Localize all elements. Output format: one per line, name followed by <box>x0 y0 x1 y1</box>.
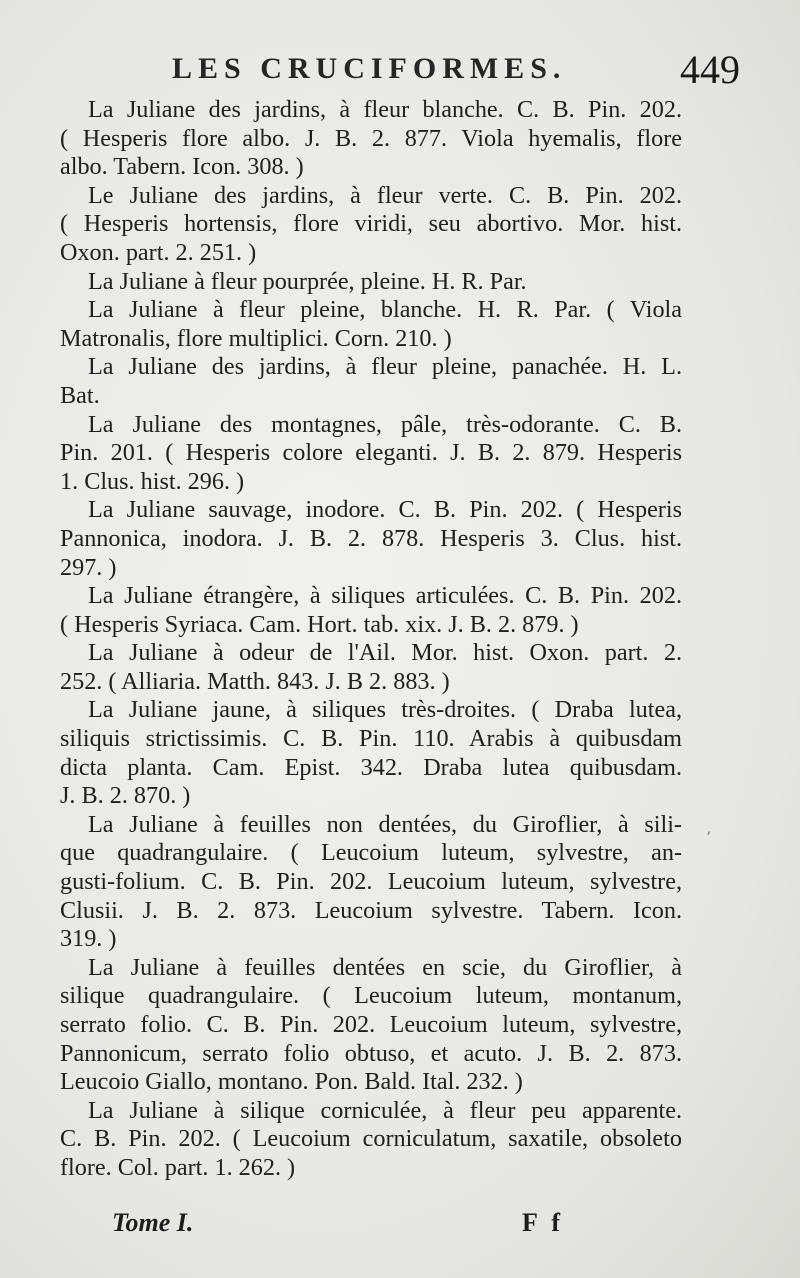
entry-line: Pannonicum, serrato folio obtuso, et acuto. J. B. 2. 873. <box>60 1039 682 1067</box>
entry-line: Bat. <box>60 381 100 409</box>
entry-line: 297. ) <box>60 553 117 581</box>
plant-entry <box>60 696 682 810</box>
plant-entry <box>60 639 682 696</box>
entry-line: La Juliane à odeur de l'Ail. Mor. hist. Oxon. part. 2. <box>88 639 682 667</box>
entry-line: C. B. Pin. 202. ( Leucoium corniculatum, saxatile, obsoleto <box>60 1125 682 1153</box>
entry-line: La Juliane à fleur pourprée, pleine. H. R. Par. <box>88 267 527 295</box>
plant-entry <box>60 811 682 954</box>
entry-line: La Juliane à silique corniculée, à fleur peu apparente. <box>88 1096 682 1124</box>
entry-line: La Juliane jaune, à siliques très-droites. ( Draba lutea, <box>88 696 682 724</box>
entry-line: flore. Col. part. 1. 262. ) <box>60 1153 296 1181</box>
entry-line: albo. Tabern. Icon. 308. ) <box>60 153 304 181</box>
entry-line: Leucoio Giallo, montano. Pon. Bald. Ital. 232. ) <box>60 1068 523 1096</box>
entry-line: Oxon. part. 2. 251. ) <box>60 238 257 266</box>
entry-line: siliquis strictissimis. C. B. Pin. 110. Arabis à quibusdam <box>60 725 682 753</box>
entry-line: La Juliane des jardins, à fleur pleine, panachée. H. L. <box>88 353 682 381</box>
entry-line: dicta planta. Cam. Epist. 342. Draba lutea quibusdam. <box>60 753 682 781</box>
entry-line: ( Hesperis flore albo. J. B. 2. 877. Viola hyemalis, flore <box>60 124 682 152</box>
plant-entry <box>60 296 682 353</box>
entry-line: La Juliane des montagnes, pâle, très-odorante. C. B. <box>88 410 682 438</box>
entry-line: La Juliane à feuilles dentées en scie, du Giroflier, à <box>88 953 682 981</box>
signature-mark: F f <box>522 1208 565 1237</box>
entry-line: Pin. 201. ( Hesperis colore eleganti. J. B. 2. 879. Hesperis <box>60 439 682 467</box>
plant-entry <box>60 496 682 582</box>
entry-line: ( Hesperis hortensis, flore viridi, seu abortivo. Mor. hist. <box>60 210 682 238</box>
entry-line: La Juliane à feuilles non dentées, du Giroflier, à sili- <box>88 810 682 838</box>
page-footer <box>112 1208 592 1244</box>
plant-entry <box>60 268 682 297</box>
entry-line: serrato folio. C. B. Pin. 202. Leucoium luteum, sylvestre, <box>60 1011 682 1038</box>
page-number: 449 <box>680 47 740 92</box>
entry-line: Clusii. J. B. 2. 873. Leucoium sylvestre. Tabern. Icon. <box>60 896 682 924</box>
entry-line: 319. ) <box>60 925 117 953</box>
plant-entry <box>60 582 682 639</box>
entry-line: Pannonica, inodora. J. B. 2. 878. Hesperis 3. Clus. hist. <box>60 524 682 552</box>
entry-line: La Juliane étrangère, à siliques articulées. C. B. Pin. 202. <box>88 582 682 610</box>
entry-line: 252. ( Alliaria. Matth. 843. J. B 2. 883. ) <box>60 667 450 695</box>
entry-line: La Juliane des jardins, à fleur blanche. C. B. Pin. 202. <box>88 96 682 123</box>
entry-line: La Juliane sauvage, inodore. C. B. Pin. 202. ( Hesperis <box>88 496 682 524</box>
running-title: LES CRUCIFORMES. <box>172 52 567 85</box>
entry-line: J. B. 2. 870. ) <box>60 782 191 810</box>
plant-entry <box>60 96 682 182</box>
entry-line: 1. Clus. hist. 296. ) <box>60 467 245 495</box>
plant-entry <box>60 182 682 268</box>
entry-line: que quadrangulaire. ( Leucoium luteum, sylvestre, an- <box>60 839 682 867</box>
bleed-through-mark: ʼ <box>706 830 711 846</box>
page-body <box>60 96 682 1183</box>
entry-line: gusti-folium. C. B. Pin. 202. Leucoium luteum, sylvestre, <box>60 868 682 896</box>
entry-line: ( Hesperis Syriaca. Cam. Hort. tab. xix. J. B. 2. 879. ) <box>60 610 579 638</box>
entry-line: Matronalis, flore multiplici. Corn. 210. ) <box>60 324 452 352</box>
entry-line: silique quadrangulaire. ( Leucoium luteum, montanum, <box>60 982 682 1010</box>
plant-entry <box>60 353 682 410</box>
plant-entry <box>60 411 682 497</box>
volume-label: Tome I. <box>112 1208 194 1237</box>
plant-entry <box>60 954 682 1097</box>
entry-line: La Juliane à fleur pleine, blanche. H. R. Par. ( Viola <box>88 296 682 324</box>
plant-entry <box>60 1097 682 1183</box>
entry-line: Le Juliane des jardins, à fleur verte. C. B. Pin. 202. <box>88 181 682 209</box>
page-header <box>60 48 740 98</box>
